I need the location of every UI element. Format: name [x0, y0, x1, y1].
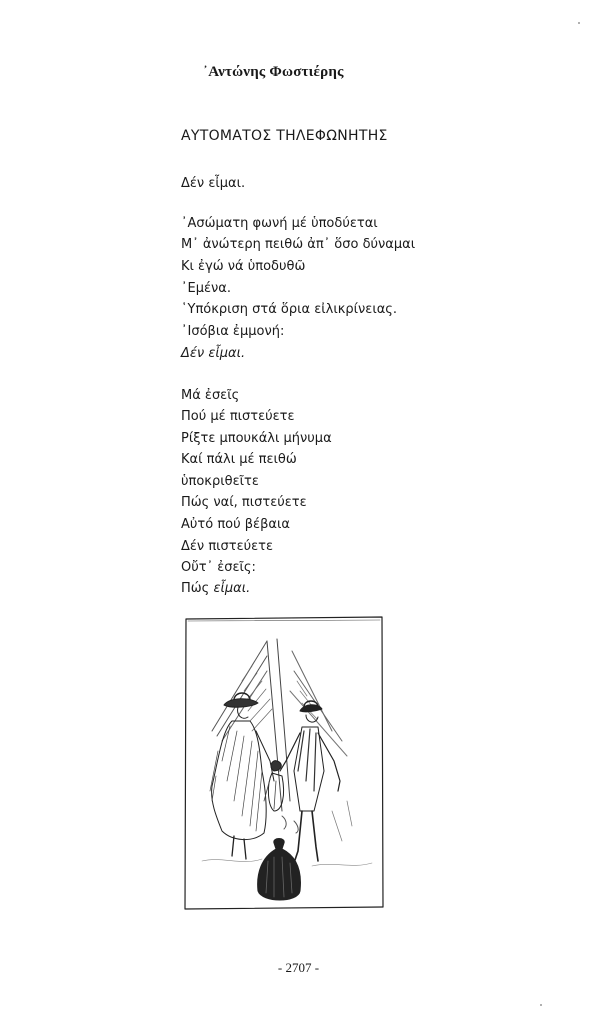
paper-speck	[540, 1004, 542, 1006]
poem-line-last-italic: εἶμαι.	[213, 581, 251, 596]
author-name: ᾿Αντώνης Φωστιέρης	[203, 64, 344, 80]
paper-speck	[578, 22, 580, 24]
poem-line: Κι ἐγώ νά ὑποδυθῶ	[181, 259, 306, 274]
poem-line: Οὔτ᾿ ἐσεῖς:	[181, 560, 256, 575]
poem-title: ΑΥΤΟΜΑΤΟΣ ΤΗΛΕΦΩΝΗΤΗΣ	[181, 128, 388, 144]
poem-line: ᾿Ισόβια ἐμμονή:	[181, 324, 285, 339]
poem-line: Δέν πιστεύετε	[181, 539, 274, 554]
poem-line: Καί πάλι μέ πειθώ	[181, 452, 297, 467]
poem-line-last	[181, 581, 250, 597]
poem-line: Αὐτό πού βέβαια	[181, 517, 290, 532]
poem-line: Δέν εἶμαι.	[181, 176, 246, 191]
poem-line: Πού μέ πιστεύετε	[181, 409, 295, 424]
poem-line: ᾿Εμένα.	[181, 281, 231, 296]
sketch-illustration	[182, 611, 385, 911]
poem-line-italic: Δέν εἶμαι.	[181, 346, 246, 361]
poem-line: Ρίξτε μπουκάλι μήνυμα	[181, 431, 332, 446]
poem-line: ὑποκριθεῖτε	[181, 474, 259, 489]
poem-line: ᾿Ασώματη φωνή μέ ὑποδύεται	[181, 216, 378, 231]
poem-line-last-start: Πώς	[181, 581, 214, 596]
poem-line: Μά ἐσεῖς	[181, 388, 240, 403]
page-number: - 2707 -	[277, 960, 320, 975]
poem-line: Πώς ναί, πιστεύετε	[181, 495, 307, 510]
poem-line: ῾Υπόκριση στά ὅρια εἰλικρίνειας.	[181, 302, 398, 317]
poem-line: Μ᾿ ἀνώτερη πειθώ ἀπ᾿ ὅσο δύναμαι	[181, 237, 416, 252]
